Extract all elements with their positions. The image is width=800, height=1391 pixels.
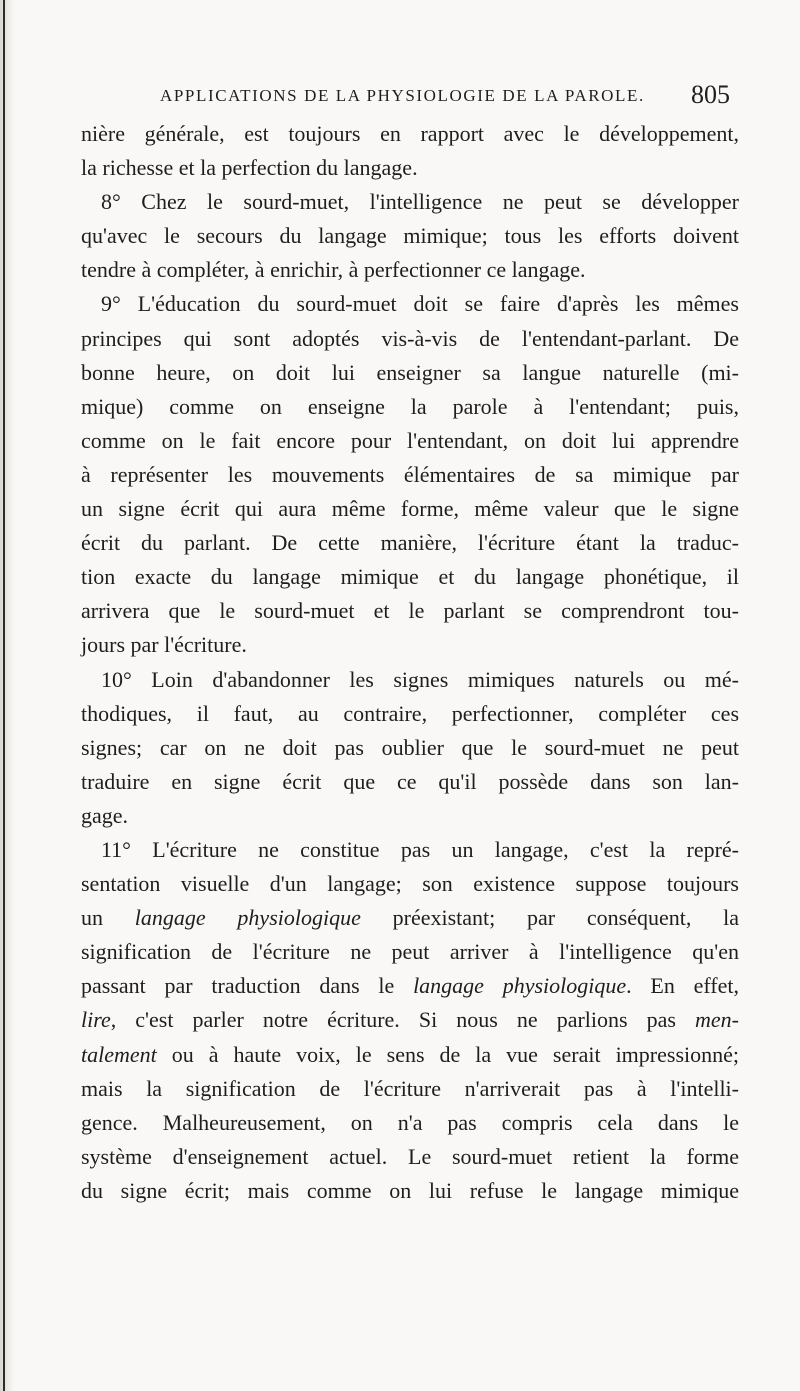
italic-text-span: langage physiologique <box>134 905 361 931</box>
text-line <box>81 1038 739 1072</box>
text-line <box>81 424 739 458</box>
text-line <box>81 697 739 731</box>
text-line <box>81 1174 739 1208</box>
text-line <box>81 1140 739 1174</box>
text-line <box>81 901 739 935</box>
text-span: jours par l'écriture. <box>81 632 247 658</box>
text-line <box>81 322 739 356</box>
text-line <box>81 765 739 799</box>
text-span: 10° Loin d'abandonner les signes mimiques naturels ou mé- <box>101 666 739 692</box>
text-span: écrit du parlant. De cette manière, l'écriture étant la traduc- <box>81 530 739 556</box>
text-span: mique) comme on enseigne la parole à l'entendant; puis, <box>81 393 739 419</box>
text-span: signification de l'écriture ne peut arriver à l'intelligence qu'en <box>81 939 739 965</box>
text-span: 8° Chez le sourd-muet, l'intelligence ne peut se développer <box>101 189 739 215</box>
text-line <box>81 867 739 901</box>
text-line <box>81 253 739 287</box>
text-span: ou à haute voix, le sens de la vue serait impressionné; <box>156 1041 739 1067</box>
text-span: du signe écrit; mais comme on lui refuse le langage mimique <box>81 1177 739 1203</box>
text-line <box>81 663 739 697</box>
text-line <box>81 731 739 765</box>
text-span: thodiques, il faut, au contraire, perfectionner, compléter ces <box>81 700 739 726</box>
text-span: , c'est parler notre écriture. Si nous ne parlions pas <box>110 1007 696 1033</box>
text-span: un <box>81 905 135 931</box>
text-line <box>81 117 739 151</box>
text-span: signes; car on ne doit pas oublier que le sourd-muet ne peut <box>81 734 739 760</box>
text-span: principes qui sont adoptés vis-à-vis de l'entendant-parlant. De <box>81 325 739 351</box>
text-span: tendre à compléter, à enrichir, à perfectionner ce langage. <box>81 257 586 283</box>
text-span: un signe écrit qui aura même forme, même valeur que le signe <box>81 496 739 522</box>
text-span: comme on le fait encore pour l'entendant, on doit lui apprendre <box>81 427 739 453</box>
text-line <box>81 219 739 253</box>
text-span: nière générale, est toujours en rapport avec le développement, <box>81 121 739 146</box>
text-span: . En effet, <box>626 973 739 999</box>
text-line <box>81 185 739 219</box>
text-line <box>81 969 739 1003</box>
body-text <box>81 117 739 1208</box>
page-header <box>160 80 730 110</box>
text-line <box>81 935 739 969</box>
text-line <box>81 526 739 560</box>
text-span: mais la signification de l'écriture n'arriverait pas à l'intelli- <box>81 1075 739 1101</box>
text-span: passant par traduction dans le <box>81 973 414 999</box>
italic-text-span: talement <box>81 1041 157 1067</box>
text-span: bonne heure, on doit lui enseigner sa langue naturelle (mi- <box>81 359 739 385</box>
italic-text-span: langage physiologique <box>413 973 627 999</box>
italic-text-span: lire <box>81 1007 111 1033</box>
text-span: 9° L'éducation du sourd-muet doit se faire d'après les mêmes <box>101 291 739 317</box>
page-number: 805 <box>691 80 730 109</box>
text-span: système d'enseignement actuel. Le sourd-muet retient la forme <box>81 1143 739 1169</box>
italic-text-span: men- <box>695 1007 739 1033</box>
text-span: qu'avec le secours du langage mimique; tous les efforts doivent <box>81 223 739 249</box>
text-line <box>81 1106 739 1140</box>
text-line <box>81 628 739 662</box>
text-span: traduire en signe écrit que ce qu'il possède dans son lan- <box>81 768 739 794</box>
text-line <box>81 833 739 867</box>
text-line <box>81 1003 739 1037</box>
text-span: gence. Malheureusement, on n'a pas compris cela dans le <box>81 1109 739 1135</box>
text-line <box>81 492 739 526</box>
text-span: préexistant; par conséquent, la <box>360 905 739 931</box>
text-span: sentation visuelle d'un langage; son existence suppose toujours <box>81 871 739 897</box>
text-span: la richesse et la perfection du langage. <box>81 155 418 181</box>
text-span: tion exacte du langage mimique et du langage phonétique, il <box>81 564 739 590</box>
page-edge-line <box>3 0 5 1391</box>
text-line <box>81 151 739 185</box>
text-span: à représenter les mouvements élémentaires de sa mimique par <box>81 461 739 487</box>
text-span: 11° L'écriture ne constitue pas un langage, c'est la repré- <box>101 836 739 862</box>
text-line <box>81 799 739 833</box>
text-span: gage. <box>81 802 129 828</box>
text-line <box>81 356 739 390</box>
text-line <box>81 1072 739 1106</box>
text-line <box>81 458 739 492</box>
text-line <box>81 560 739 594</box>
running-head: APPLICATIONS DE LA PHYSIOLOGIE DE LA PAROLE. <box>160 86 645 105</box>
text-line <box>81 287 739 321</box>
text-span: arrivera que le sourd-muet et le parlant se comprendront tou- <box>81 598 739 624</box>
text-line <box>81 594 739 628</box>
text-line <box>81 390 739 424</box>
